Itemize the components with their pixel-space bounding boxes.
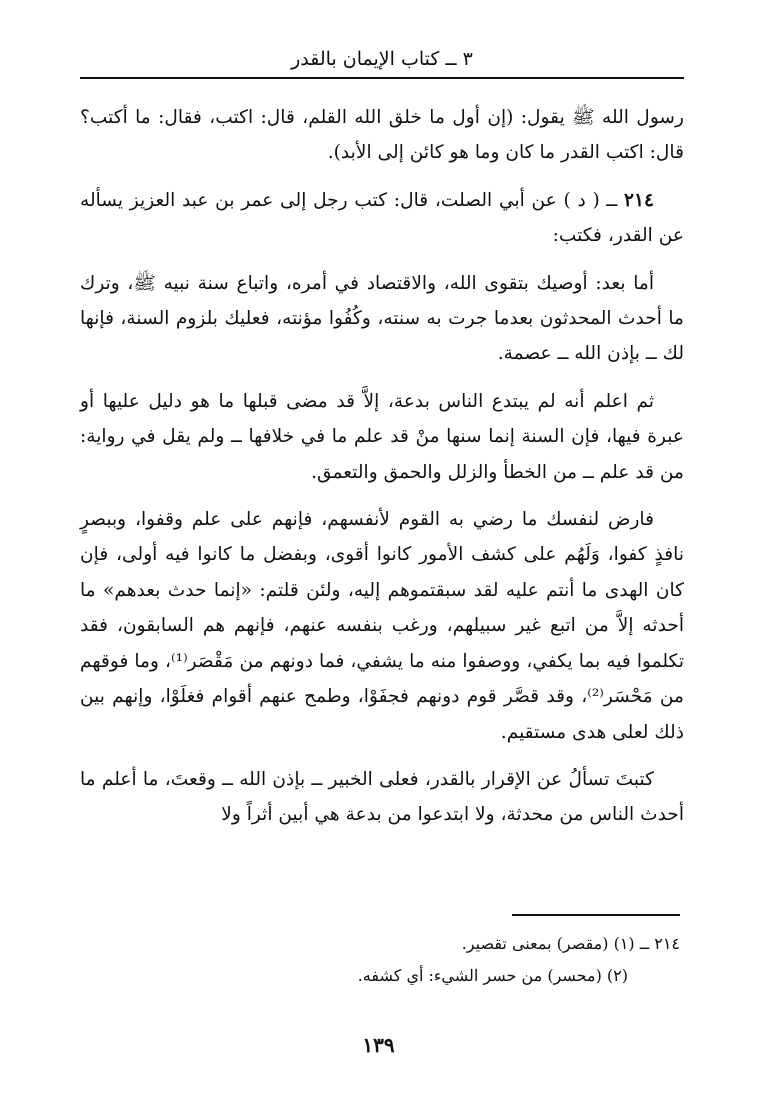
footnote-2: (٢) (محسر) من حسر الشيء: أي كشفه. — [357, 966, 628, 985]
header-rule — [80, 77, 684, 79]
running-header: ٣ ــ كتاب الإيمان بالقدر — [291, 48, 473, 70]
page-number: ١٣٩ — [362, 1033, 395, 1057]
footnote-rule — [512, 914, 680, 916]
paragraph-text: ــ ( د ) عن أبي الصلت، قال: كتب رجل إلى عمر بن عبد العزيز يسأله عن القدر، فكتب: — [80, 189, 684, 247]
hadith-paragraph — [80, 183, 684, 254]
body-text — [80, 100, 684, 845]
paragraph: فارض لنفسك ما رضي به القوم لأنفسهم، فإنهم على علم وقفوا، وببصرٍ نافذٍ كفوا، وَلَهُم على كشف الأمور كانوا أقوى، وبفضل ما كانوا فيه أولى، فإن كان الهدى ما أنتم عليه لقد سبقتموهم إليه، ولئن قلتم: «إنما حدث بعدهم» ما أحدثه إلاَّ من اتبع غير سبيلهم، ورغب بنفسه عنهم، فإنهم هم السابقون، فقد تكلموا فيه بما يكفي، ووصفوا منه ما يشفي، فما دونهم من مَقْصَر⁽¹⁾، وما فوقهم من مَحْسَر⁽²⁾، وقد قصَّر قوم دونهم فجفَوْا، وطمح عنهم أقوام فغلَوْا، وإنهم بين ذلك لعلى هدى مستقيم. — [80, 509, 684, 743]
paragraph: أما بعد: أوصيك بتقوى الله، والاقتصاد في أمره، واتباع سنة نبيه ﷺ، وترك ما أحدث المحدثون بعدما جرت به سنته، وكُفُوا مؤنته، فعليك بلزوم السنة، فإنها لك ــ بإذن الله ــ عصمة. — [80, 272, 684, 365]
paragraph: ثم اعلم أنه لم يبتدع الناس بدعة، إلاَّ قد مضى قبلها ما هو دليل عليها أو عبرة فيها، فإن السنة إنما سنها منْ قد علم ما في خلافها ــ ولم يقل في رواية: من قد علم ــ من الخطأ والزلل والحمق والتعمق. — [80, 390, 684, 483]
paragraph: كتبتَ تسألُ عن الإقرار بالقدر، فعلى الخبير ــ بإذن الله ــ وقعتَ، ما أعلم ما أحدث الناس من محدثة، ولا ابتدعوا من بدعة هي أبين أثراً ولا — [80, 768, 684, 826]
hadith-number: ٢١٤ — [624, 189, 654, 211]
footnote-1: ٢١٤ ــ (١) (مقصر) بمعنى تقصير. — [461, 934, 680, 953]
paragraph: رسول الله ﷺ يقول: (إن أول ما خلق الله القلم، قال: اكتب، فقال: ما أكتب؟ قال: اكتب القدر ما كان وما هو كائن إلى الأبد). — [80, 107, 684, 164]
footnotes — [80, 928, 680, 992]
